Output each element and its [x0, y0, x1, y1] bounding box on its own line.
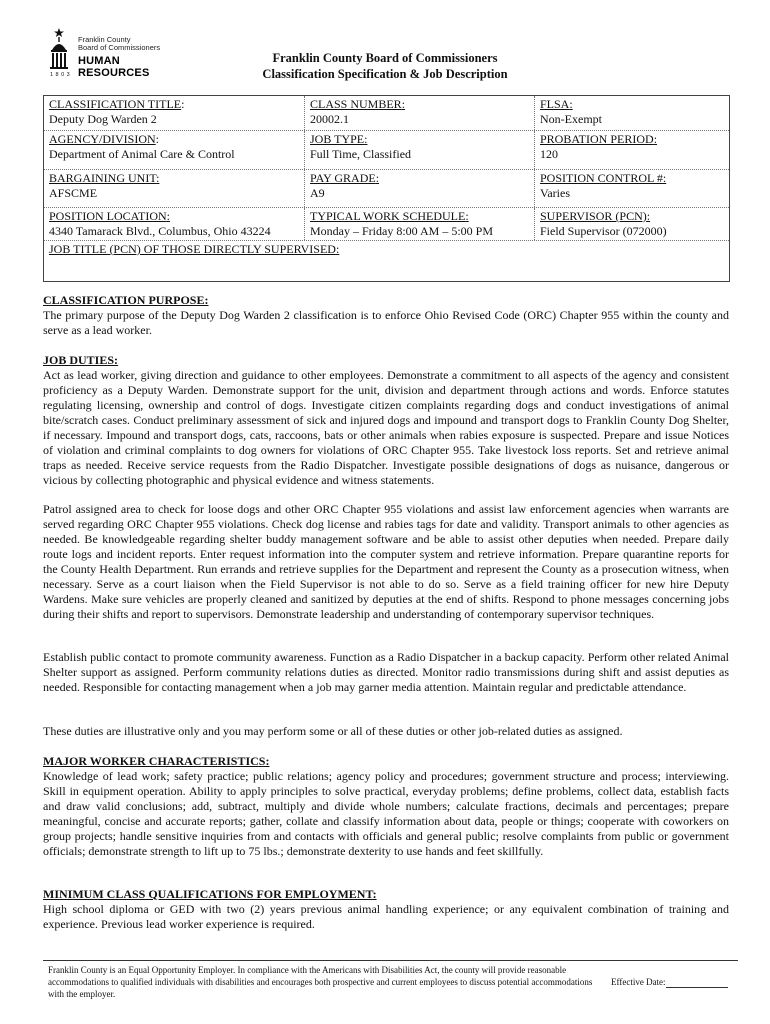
job-type-value: Full Time, Classified: [310, 147, 412, 161]
purpose-section: CLASSIFICATION PURPOSE: The primary purpose of the Deputy Dog Warden 2 classification is to enforce Ohio Revised Code (ORC) Chapter 955 within the county and serve as a lead worker.: [43, 293, 729, 337]
field-label: JOB TITLE (PCN) OF THOSE DIRECTLY SUPERVISED: [49, 242, 336, 256]
duties-note: These duties are illustrative only and you may perform some or all of these duties or other job-related duties as assigned.: [43, 724, 623, 738]
page-footer: [43, 960, 738, 999]
table-row: [44, 96, 729, 131]
table-row: [44, 241, 729, 281]
probation-period-value: 120: [540, 147, 558, 161]
characteristics-text: Knowledge of lead work; safety practice; public relations; agency policy and procedures; government structure and process; interviewing. Skill in equipment operation. Ability to apply principles to solve practical, everyday problems; define problems, collect data, establish facts and draw valid conclusions; add, subtract, multiply and divide whole numbers; calculate fractions, decimals and percentages; prepare meaningful, concise and accurate reports; gather, collate and classify information about data, people or things; cooperate with coworkers on group projects; handle sensitive inquiries from and contacts with officials and general public; resolve complaints from public or government officials; demonstrate strength to lift up to 75 lbs.; demonstrate dexterity to use hands and feet skillfully.: [43, 769, 729, 858]
supervised-positions-cell: JOB TITLE (PCN) OF THOSE DIRECTLY SUPERVISED:: [49, 242, 340, 256]
flsa-value: Non-Exempt: [540, 112, 602, 126]
probation-period-cell: PROBATION PERIOD: 120: [535, 131, 729, 169]
section-heading: MAJOR WORKER CHARACTERISTICS: [43, 754, 266, 768]
duties-paragraph: Act as lead worker, giving direction and guidance to other employees. Demonstrate a commitment to all aspects of the agency and consistent proficiency as a Deputy Warden. Demonstrate support for the unit, division and department through actions and words. Enforce statutes regulating licensing, ownership and control of dogs. Investigate citizen complaints regarding dogs and conduct investigations of animal bite/scratch cases. Conduct preliminary assessment of sick and injured dogs and impound and transport dogs to Franklin County Dog Shelter, if necessary. Impound and transport dogs, cats, raccoons, bats or other animals when rabies exposure is suspected. Prepare and issue Notices of violation and criminal complaints to dog owners for violations of ORC Chapter 955. Take livestock loss reports. Set and retrieve animal traps as needed. Receive service requests from the Radio Dispatcher. Investigate possible designations of dogs as nuisance, dangerous or vicious by collecting photographic and physical evidence and witness statements.: [43, 368, 729, 487]
purpose-text: The primary purpose of the Deputy Dog Warden 2 classification is to enforce Ohio Revised Code (ORC) Chapter 955 within the county and serve as a lead worker.: [43, 308, 729, 337]
work-schedule-value: Monday – Friday 8:00 AM – 5:00 PM: [310, 224, 494, 238]
work-schedule-cell: TYPICAL WORK SCHEDULE: Monday – Friday 8:00 AM – 5:00 PM: [305, 208, 535, 240]
table-row: [44, 131, 729, 170]
table-row: [44, 208, 729, 241]
duties-paragraph: Establish public contact to promote community awareness. Function as a Radio Dispatcher in a backup capacity. Perform other related Animal Shelter support as assigned. Perform community relations duties as directed. Monitor radio transmissions during shift and assist deputies as needed. Responsible for contacting management when a job may garner media attention. Maintain regular and predictable attendance.: [43, 650, 729, 694]
agency-division-cell: AGENCY/DIVISION: Department of Animal Care & Control: [44, 131, 305, 169]
field-label: POSITION LOCATION: [49, 209, 167, 223]
logo-year: 1803: [50, 72, 73, 78]
position-control-cell: POSITION CONTROL #: Varies: [535, 170, 729, 207]
logo-dept: HUMAN RESOURCES: [78, 55, 150, 79]
field-label: BARGAINING UNIT: [49, 171, 157, 185]
effective-date: [611, 976, 728, 988]
position-location-value: 4340 Tamarack Blvd., Columbus, Ohio 43224: [49, 224, 271, 238]
effective-date-blank: [666, 977, 728, 988]
eeo-statement: Franklin County is an Equal Opportunity Employer. In compliance with the Americans with Disabilities Act, the county will provide reasonable accommodations to qualified individuals with disabilities and encourages both prospective and current employees to discuss potential accommodations with the employer.: [48, 965, 593, 999]
field-label: PAY GRADE: [310, 171, 376, 185]
supervisor-value: Field Supervisor (072000): [540, 224, 667, 238]
field-label: PROBATION PERIOD: [540, 132, 654, 146]
section-heading: CLASSIFICATION PURPOSE: [43, 293, 205, 307]
field-label: SUPERVISOR (PCN): [540, 209, 647, 223]
field-label: FLSA: [540, 97, 570, 111]
field-label: CLASS NUMBER: [310, 97, 402, 111]
class-number-value: 20002.1: [310, 112, 349, 126]
field-label: CLASSIFICATION TITLE: [49, 97, 182, 111]
position-control-value: Varies: [540, 186, 570, 200]
duties-paragraph: Patrol assigned area to check for loose dogs and other ORC Chapter 955 violations and assist law enforcement agencies when warrants are served regarding ORC Chapter 955 violations. Check dog license and rabies tags for date and validity. Transport animals to other agencies as needed. Be knowledgeable regarding shelter buddy management software and be able to assist other deputies when needed. Prepare daily route logs and incident reports. Enter request information into the computer system and retrieve information. Prepare quarantine reports for the County Health Department. Run errands and retrieve supplies for the Department and represent the County as a prosecution witness, when necessary. Serve as a court liaison when the Field Supervisor is not able to do so. Serve as a field training officer for new hire Deputy Wardens. Make sure vehicles are properly cleaned and sanitized by deputies at the end of shifts. Respond to phone messages concerning jobs during their shifts and report to supervisors. Demonstrate leadership and understanding of contemporary supervisor techniques.: [43, 502, 729, 621]
section-heading: MINIMUM CLASS QUALIFICATIONS FOR EMPLOYMENT: [43, 887, 373, 901]
worker-characteristics-section: MAJOR WORKER CHARACTERISTICS: Knowledge of lead work; safety practice; public relations; agency policy and procedures; government structure and process; interviewing. Skill in equipment operation. Ability to apply principles to solve practical, everyday problems; define problems, collect data, establish facts and draw valid conclusions; add, subtract, multiply and divide whole numbers; calculate fractions, decimals and percentages; prepare meaningful, concise and accurate reports; gather, collate and classify information about data, people or things; cooperate with coworkers on group projects; handle sensitive inquiries from and contacts with officials and general public; resolve complaints from public or government officials; demonstrate strength to lift up to 75 lbs.; demonstrate dexterity to use hands and feet skillfully.: [43, 754, 729, 858]
field-label: TYPICAL WORK SCHEDULE: [310, 209, 466, 223]
job-duties-section: JOB DUTIES: Act as lead worker, giving direction and guidance to other employees. Demonstrate a commitment to all aspects of the agency and consistent proficiency as a Deputy Warden. Demonstrate support for the unit, division and department through actions and words. Enforce statutes regulating licensing, ownership and control of dogs. Investigate citizen complaints regarding dogs and conduct investigations of animal bite/scratch cases. Conduct preliminary assessment of sick and injured dogs and impound and transport dogs to Franklin County Dog Shelter, if necessary. Impound and transport dogs, cats, raccoons, bats or other animals when rabies exposure is suspected. Prepare and issue Notices of violation and criminal complaints to dog owners for violations of ORC Chapter 955. Take livestock loss reports. Set and retrieve animal traps as needed. Receive service requests from the Radio Dispatcher. Investigate possible designations of dogs as nuisance, dangerous or vicious by collecting photographic and physical evidence and witness statements.: [43, 353, 729, 487]
pay-grade-cell: PAY GRADE: A9: [305, 170, 535, 207]
logo-org-line1: Franklin County: [78, 35, 131, 44]
classification-title-value: Deputy Dog Warden 2: [49, 112, 157, 126]
qualifications-section: MINIMUM CLASS QUALIFICATIONS FOR EMPLOYMENT: High school diploma or GED with two (2) years previous animal handling experience; or any equivalent combination of training and experience. Previous lead worker experience is required.: [43, 887, 729, 931]
classification-title-cell: CLASSIFICATION TITLE: Deputy Dog Warden 2: [44, 96, 305, 130]
supervisor-cell: SUPERVISOR (PCN): Field Supervisor (072000): [535, 208, 729, 240]
class-number-cell: CLASS NUMBER: 20002.1: [305, 96, 535, 130]
pay-grade-value: A9: [310, 186, 325, 200]
job-type-cell: JOB TYPE: Full Time, Classified: [305, 131, 535, 169]
bargaining-unit-value: AFSCME: [49, 186, 98, 200]
field-label: JOB TYPE: [310, 132, 365, 146]
classification-info-table: [43, 95, 730, 282]
field-label: POSITION CONTROL #: [540, 171, 663, 185]
document-title: Franklin County Board of Commissioners: [272, 51, 498, 65]
field-label: AGENCY/DIVISION: [49, 132, 156, 146]
table-row: [44, 170, 729, 208]
logo-org-line2: Board of Commissioners: [78, 43, 161, 52]
position-location-cell: POSITION LOCATION: 4340 Tamarack Blvd., Columbus, Ohio 43224: [44, 208, 305, 240]
effective-date-label: Effective Date:: [611, 977, 666, 987]
bargaining-unit-cell: BARGAINING UNIT: AFSCME: [44, 170, 305, 207]
agency-division-value: Department of Animal Care & Control: [49, 147, 235, 161]
qualifications-text: High school diploma or GED with two (2) years previous animal handling experience; or any equivalent combination of training and experience. Previous lead worker experience is required.: [43, 902, 729, 931]
section-heading: JOB DUTIES: [43, 353, 115, 367]
flsa-cell: FLSA: Non-Exempt: [535, 96, 729, 130]
document-subtitle: Classification Specification & Job Description: [262, 67, 508, 81]
